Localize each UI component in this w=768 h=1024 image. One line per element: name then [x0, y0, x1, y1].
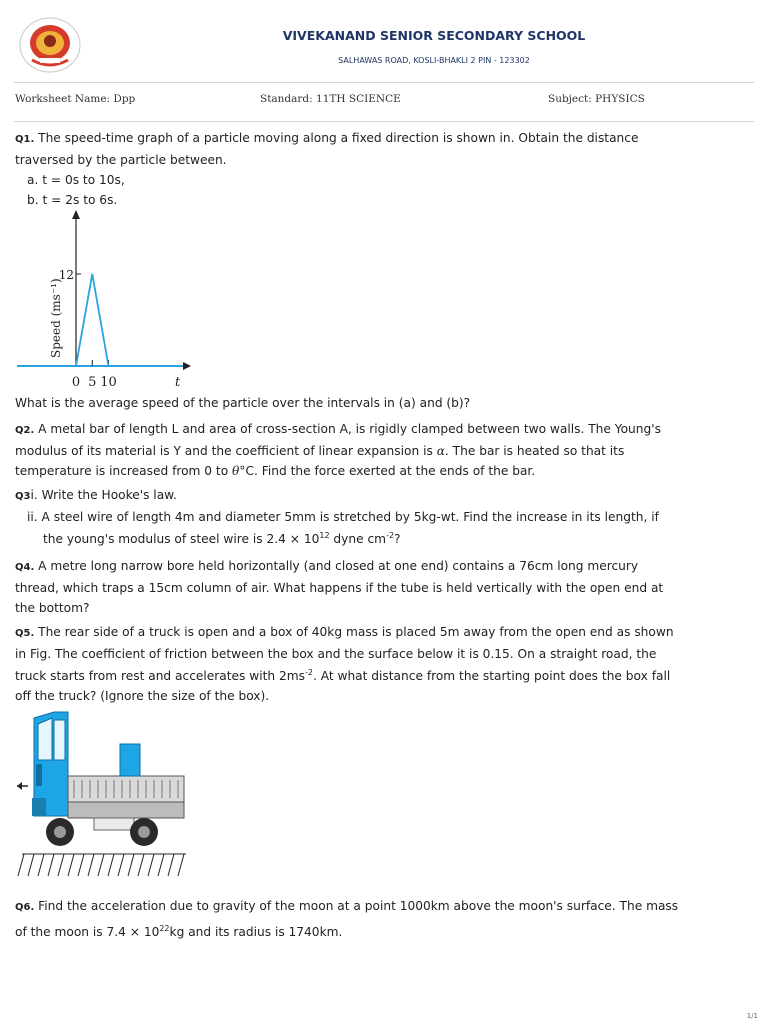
question-4 [15, 556, 715, 618]
truck-cab [32, 712, 68, 816]
question-3 [15, 485, 715, 549]
header-divider [14, 82, 754, 83]
question-text: modulus of its material is Y and the coefficient of linear expansion is [15, 444, 437, 458]
standard-label: Standard: 11TH SCIENCE [260, 93, 401, 105]
school-address: SALHAWAS ROAD, KOSLI-BHAKLI 2 PIN - 123302 [338, 56, 530, 65]
speed-series-line [76, 274, 109, 366]
question-number: Q1. [15, 134, 35, 145]
cargo-box [120, 744, 140, 776]
x-axis-arrow [183, 362, 191, 370]
question-1 [15, 128, 715, 210]
school-logo [18, 16, 82, 74]
question-text: thread, which traps a 15cm column of air. What happens if the tube is held vertically with the open end at [15, 581, 664, 595]
question-text: the young's modulus of steel wire is 2.4 × 10 [43, 532, 320, 546]
truck-bed [68, 776, 184, 830]
info-divider [14, 121, 754, 122]
school-name: VIVEKANAND SENIOR SECONDARY SCHOOL [282, 28, 586, 43]
question-text: the bottom? [15, 601, 90, 615]
question-text: °C. Find the force exerted at the ends of the bar. [239, 464, 536, 478]
exponent: -2 [386, 530, 395, 540]
question-text: truck starts from rest and accelerates with 2ms [15, 669, 305, 683]
question-5 [15, 622, 715, 706]
question-text: kg and its radius is 1740km. [169, 925, 343, 939]
question-text: . At what distance from the starting point does the box fall [312, 669, 671, 683]
question-number: Q5. [15, 628, 35, 639]
exponent: 22 [159, 923, 170, 933]
question-number: Q2. [15, 425, 35, 436]
question-part-ii: ii. A steel wire of length 4m and diameter 5mm is stretched by 5kg-wt. Find the increase in its length, if [27, 510, 659, 524]
y-tick-label: 12 [58, 267, 74, 282]
x-axis-label: t [175, 375, 181, 390]
question-text: temperature is increased from 0 to [15, 464, 233, 478]
truck-figure [14, 708, 194, 880]
question-text: off the truck? (Ignore the size of the box). [15, 689, 270, 703]
question-text: The speed-time graph of a particle moving along a fixed direction is shown in. Obtain the distance [38, 131, 639, 145]
question-number: Q3 [15, 491, 31, 502]
exponent: 12 [319, 530, 330, 540]
y-axis-label: Speed (ms⁻¹) [49, 278, 63, 358]
question-text: dyne cm [329, 532, 387, 546]
question-text: A metre long narrow bore held horizontally (and closed at one end) contains a 76cm long mercury [38, 559, 639, 573]
ground-hatching [18, 854, 186, 876]
question-text: Write the Hooke's law. [37, 488, 177, 502]
question-2 [15, 419, 715, 481]
alpha-symbol: α [436, 444, 445, 458]
page-header [0, 0, 768, 80]
subject-label: Subject: PHYSICS [548, 93, 645, 105]
question-text: . The bar is heated so that its [444, 444, 625, 458]
question-part-a: a. t = 0s to 10s, [27, 173, 125, 187]
question-text: A metal bar of length L and area of cross-section A, is rigidly clamped between two walls. The Young's [38, 422, 661, 436]
question-text: ? [394, 532, 401, 546]
question-text: traversed by the particle between. [15, 153, 227, 167]
x-tick-label: 5 [88, 375, 97, 390]
question-text: in Fig. The coefficient of friction between the box and the surface below it is 0.15. On a straight road, the [15, 647, 657, 661]
worksheet-info-row [0, 93, 768, 109]
x-tick-label: 10 [100, 375, 117, 390]
question-text: Find the acceleration due to gravity of the moon at a point 1000km above the moon's surface. The mass [38, 899, 679, 913]
front-wheel [46, 818, 74, 846]
question-1-followup: What is the average speed of the particle over the intervals in (a) and (b)? [15, 396, 471, 410]
page-number: 1/1 [746, 1012, 758, 1020]
y-axis-arrow [72, 210, 80, 219]
question-number: Q4. [15, 562, 35, 573]
question-part-b: b. t = 2s to 6s. [27, 193, 118, 207]
rear-wheel [130, 818, 158, 846]
worksheet-name: Worksheet Name: Dpp [15, 93, 136, 105]
theta-symbol: θ [232, 464, 240, 478]
question-6 [15, 896, 715, 942]
question-text: of the moon is 7.4 × 10 [15, 925, 160, 939]
speed-time-graph [15, 208, 200, 393]
x-tick-label: 0 [71, 375, 81, 390]
question-text: The rear side of a truck is open and a box of 40kg mass is placed 5m away from the open end as shown [38, 625, 674, 639]
exponent: -2 [304, 667, 313, 677]
question-number: Q6. [15, 902, 35, 913]
direction-arrow [17, 782, 28, 790]
question-sub-label: i. [30, 488, 38, 502]
